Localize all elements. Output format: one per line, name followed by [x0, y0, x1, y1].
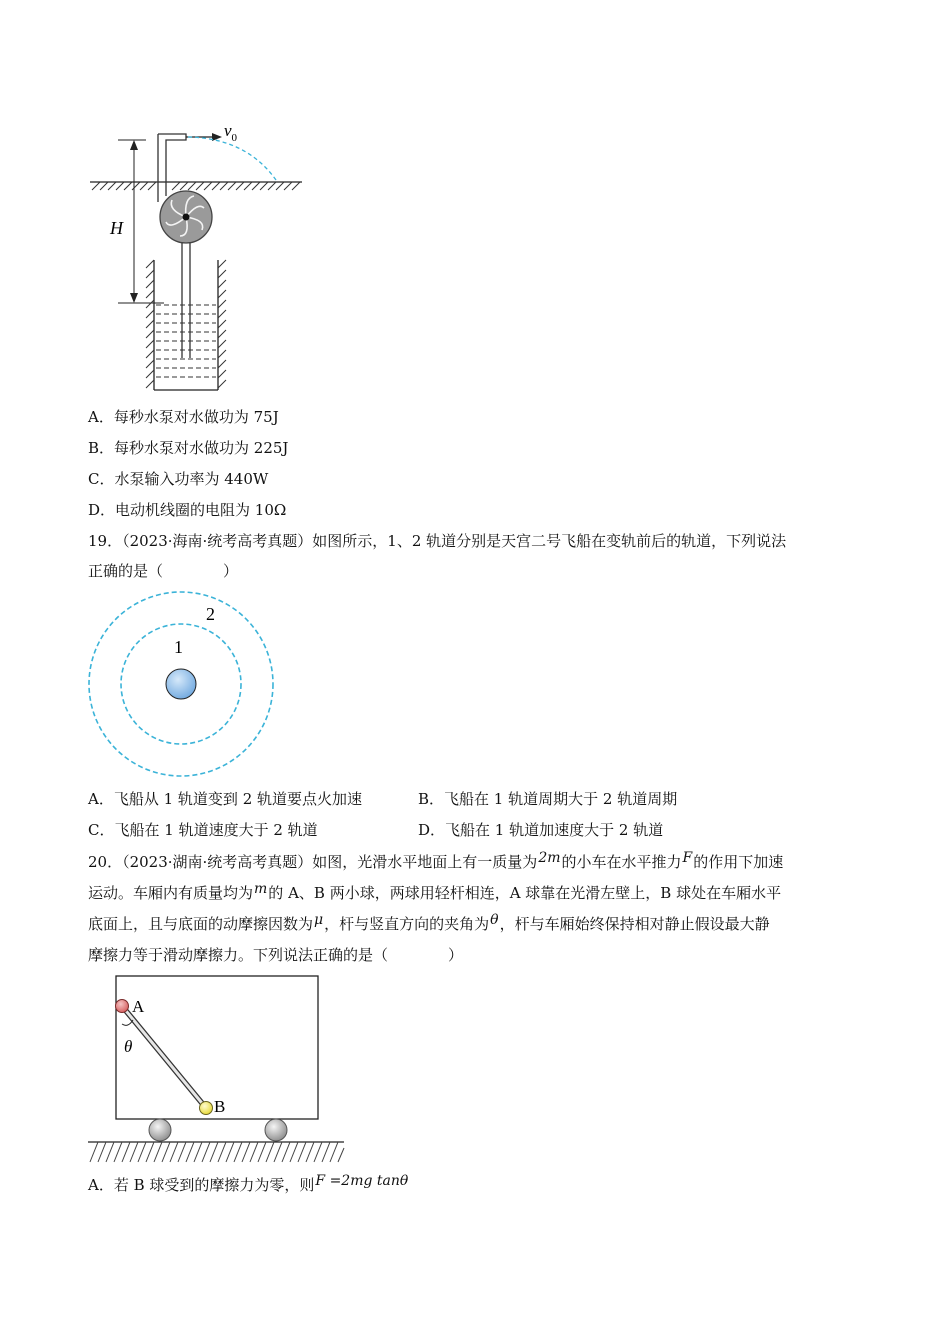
planet: [166, 669, 196, 699]
height-label: H: [110, 218, 123, 238]
cart-wheel-right: [265, 1119, 287, 1141]
cart-wheel-left: [149, 1119, 171, 1141]
q19-option-d: D．飞船在 1 轨道加速度大于 2 轨道: [418, 821, 664, 839]
q18-option-a: A．每秒水泵对水做功为 75J: [88, 408, 279, 426]
pump-wheel: [160, 191, 212, 243]
ball-a: [116, 1000, 129, 1013]
floor-hatch: [90, 1142, 344, 1162]
light-rod: [122, 1006, 206, 1108]
q18-option-d: D．电动机线圈的电阻为 10Ω: [88, 501, 287, 519]
q18-option-c: C．水泵输入功率为 440W: [88, 470, 269, 488]
q19-stem-line1: 19．（2023·海南·统考高考真题）如图所示，1、2 轨道分别是天宫二号飞船在变轨前后的轨道，下列说法: [88, 532, 787, 550]
q20-stem-line2: 运动。车厢内有质量均为m的 A、B 两小球，两球用轻杆相连，A 球靠在光滑左壁上，B 球处在车厢水平: [88, 881, 782, 902]
orbit-1-label: 1: [174, 637, 183, 657]
ball-b: [200, 1102, 213, 1115]
q20-option-a-formula: F =2mg tanθ: [315, 1173, 409, 1189]
water-surface: [156, 305, 216, 377]
v0-label: $v_0$: [224, 121, 238, 144]
ground-hatch: [92, 182, 300, 190]
q19-stem-line2: 正确的是（ ）: [88, 562, 239, 580]
q20-stem-line3: 底面上，且与底面的动摩擦因数为μ，杆与竖直方向的夹角为θ，杆与车厢始终保持相对静止假设最大静: [88, 912, 770, 933]
q19-option-b: B．飞船在 1 轨道周期大于 2 轨道周期: [418, 790, 678, 808]
ball-b-label: B: [214, 1097, 226, 1116]
cart-figure: [86, 972, 348, 1172]
q19-option-c: C．飞船在 1 轨道速度大于 2 轨道: [88, 821, 318, 839]
q20-option-a: A．若 B 球受到的摩擦力为零，则F =2mg tanθ: [88, 1173, 409, 1194]
orbit-figure: [86, 590, 278, 780]
pump-figure: [86, 118, 316, 398]
q20-stem-line1: 20．（2023·湖南·统考高考真题）如图，光滑水平地面上有一质量为2m的小车在水平推力F的作用下加速: [88, 850, 784, 871]
q19-option-a: A．飞船从 1 轨道变到 2 轨道要点火加速: [88, 790, 363, 808]
q20-stem-line4: 摩擦力等于滑动摩擦力。下列说法正确的是（ ）: [88, 946, 464, 964]
q18-option-b: B．每秒水泵对水做功为 225J: [88, 439, 289, 457]
theta-label: θ: [124, 1037, 133, 1056]
orbit-2-label: 2: [206, 604, 215, 624]
ball-a-label: A: [132, 997, 145, 1016]
